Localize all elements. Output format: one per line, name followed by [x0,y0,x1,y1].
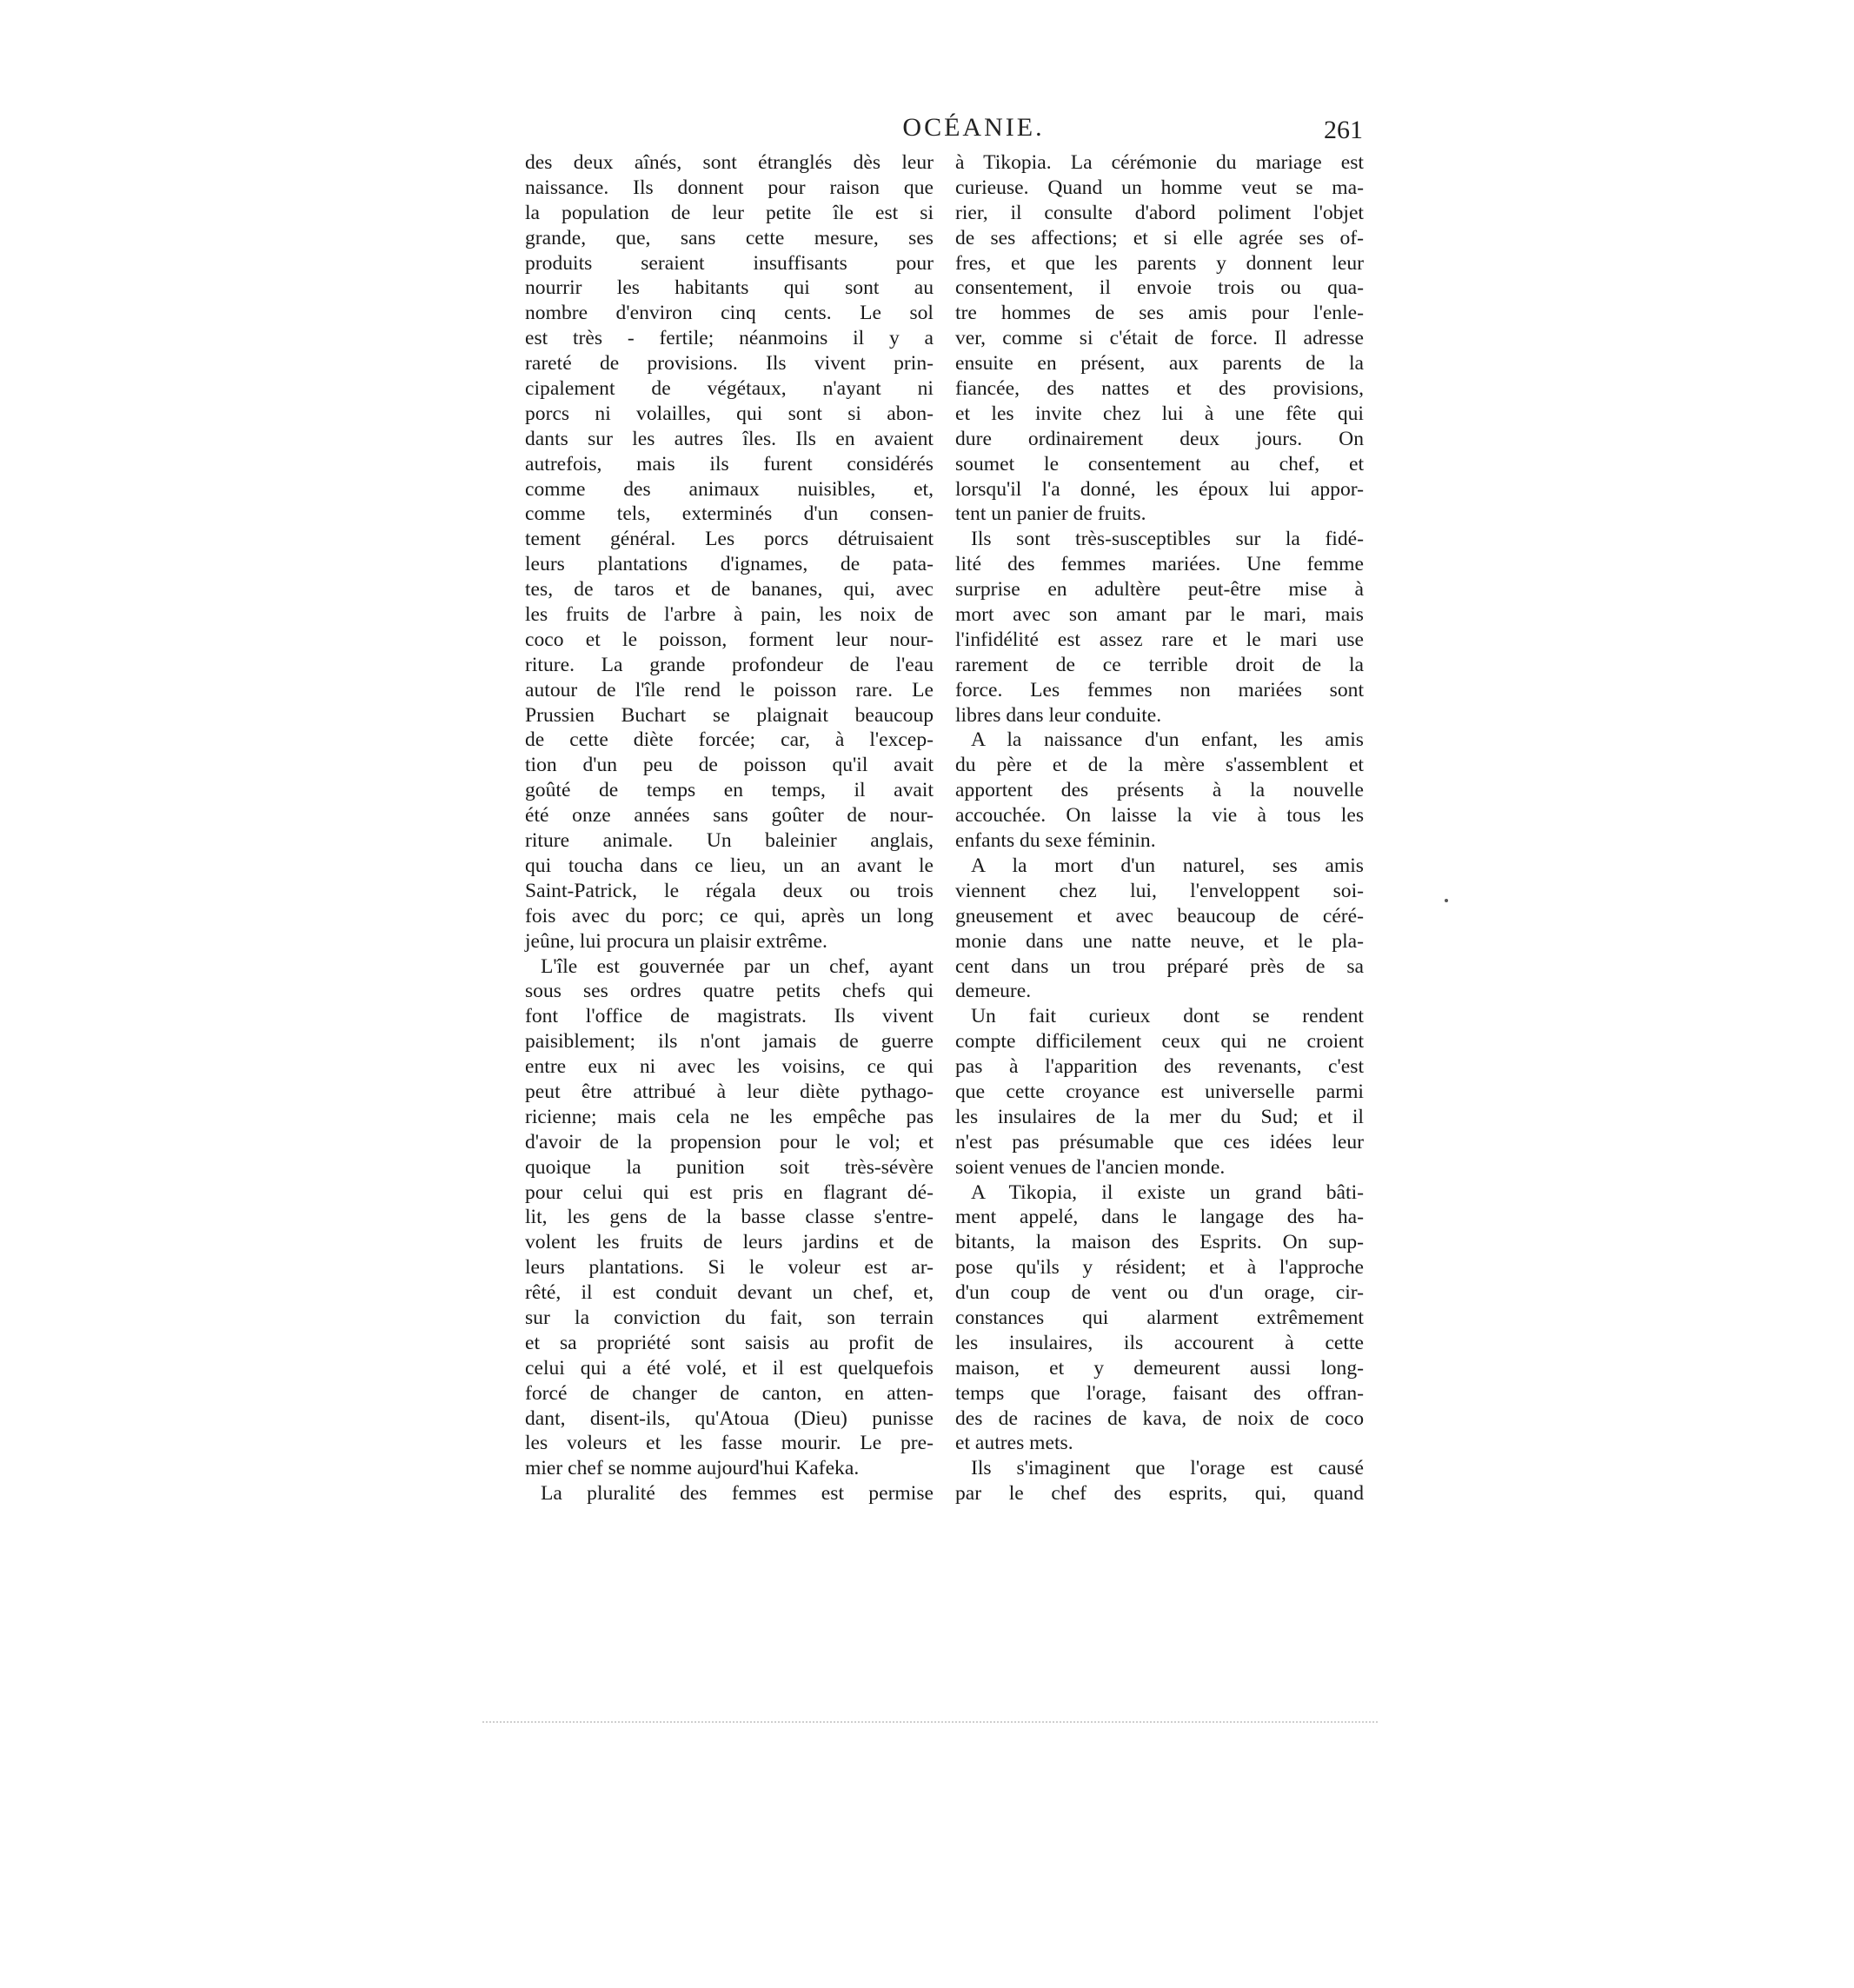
text-line: pas à l'apparition des revenants, c'est [955,1055,1364,1079]
text-line: A Tikopia, il existe un grand bâti- [971,1180,1364,1204]
scan-artifact-dotted-line [482,1721,1378,1725]
text-line: demeure. [955,980,1032,1003]
text-line: dure ordinairement deux jours. On [955,427,1364,450]
left-text-column [525,150,934,1506]
text-line: enfants du sexe féminin. [955,829,1156,853]
text-line: lité des femmes mariées. Une femme [955,553,1364,576]
text-line: des deux aînés, sont étranglés dès leur [525,151,934,174]
text-line: la population de leur petite île est si [525,201,934,224]
text-line: Saint-Patrick, le régala deux ou trois [525,879,934,902]
text-line: Prussien Buchart se plaignait beaucoup [525,703,934,727]
text-line: d'un coup de vent ou d'un orage, cir- [955,1281,1364,1305]
text-line: produits seraient insuffisants pour [525,251,934,275]
text-line: porcs ni volailles, qui sont si abon- [525,402,934,425]
text-line: apportent des présents à la nouvelle [955,779,1364,802]
text-line: riture. La grande profondeur de l'eau [525,653,934,676]
text-line: rarement de ce terrible droit de la [955,653,1364,676]
text-line: compte difficilement ceux qui ne croient [955,1030,1364,1054]
text-line: et autres mets. [955,1432,1073,1455]
text-line: comme tels, exterminés d'un consen- [525,502,934,526]
text-line: pose qu'ils y résident; et à l'approche [955,1256,1364,1280]
text-line: par le chef des esprits, qui, quand [955,1482,1364,1506]
text-line: qui toucha dans ce lieu, un an avant le [525,854,934,877]
text-line: entre eux ni avec les voisins, ce qui [525,1055,934,1079]
text-line: cipalement de végétaux, n'ayant ni [525,377,934,401]
text-line: forcé de changer de canton, en atten- [525,1381,934,1405]
text-line: fiancée, des nattes et des provisions, [955,377,1364,401]
text-line: peut être attribué à leur diète pythago- [525,1080,934,1103]
text-line: celui qui a été volé, et il est quelquefois [525,1356,934,1380]
text-line: lorsqu'il l'a donné, les époux lui appor- [955,477,1364,501]
text-line: autour de l'île rend le poisson rare. Le [525,678,934,701]
text-line: nourrir les habitants qui sont au [525,276,934,300]
text-line: libres dans leur conduite. [955,703,1162,727]
right-text-column [955,150,1364,1506]
text-line: les voleurs et les fasse mourir. Le pre- [525,1432,934,1455]
text-line: tion d'un peu de poisson qu'il avait [525,754,934,777]
scan-speck [1445,899,1448,902]
text-line: fois avec du porc; ce qui, après un long [525,904,934,928]
text-line: leurs plantations d'ignames, de pata- [525,553,934,576]
text-line: soumet le consentement au chef, et [955,452,1364,475]
text-line: rareté de provisions. Ils vivent prin- [525,352,934,376]
text-line: les insulaires de la mer du Sud; et il [955,1105,1364,1128]
text-line: leurs plantations. Si le voleur est ar- [525,1256,934,1280]
text-line: curieuse. Quand un homme veut se ma- [955,176,1364,199]
text-line: grande, que, sans cette mesure, ses [525,226,934,249]
text-line: coco et le poisson, forment leur nour- [525,628,934,651]
text-line: accouchée. On laisse la vie à tous les [955,804,1364,828]
text-line: de cette diète forcée; car, à l'excep- [525,728,934,752]
text-line: riture animale. Un baleinier anglais, [525,829,934,853]
text-line: ricienne; mais cela ne les empêche pas [525,1105,934,1128]
text-line: La pluralité des femmes est permise [541,1482,934,1506]
text-line: autrefois, mais ils furent considérés [525,452,934,475]
text-line: volent les fruits de leurs jardins et de [525,1231,934,1254]
text-line: L'île est gouvernée par un chef, ayant [541,954,934,978]
text-line: à Tikopia. La cérémonie du mariage est [955,151,1364,174]
text-line: bitants, la maison des Esprits. On sup- [955,1231,1364,1254]
text-line: mort avec son amant par le mari, mais [955,603,1364,627]
text-line: été onze années sans goûter de nour- [525,804,934,828]
running-header-title: OCÉANIE. [902,113,1045,142]
text-line: A la mort d'un naturel, ses amis [971,854,1364,877]
text-line: de ses affections; et si elle agrée ses of- [955,226,1364,249]
text-line: rier, il consulte d'abord poliment l'objet [955,201,1364,224]
text-line: sur la conviction du fait, son terrain [525,1306,934,1329]
text-line: n'est pas présumable que ces idées leur [955,1130,1364,1154]
text-line: Ils s'imaginent que l'orage est causé [971,1457,1364,1480]
text-line: sous ses ordres quatre petits chefs qui [525,980,934,1003]
text-line: l'infidélité est assez rare et le mari use [955,628,1364,651]
text-line: dant, disent-ils, qu'Atoua (Dieu) punisse [525,1406,934,1430]
text-line: viennent chez lui, l'enveloppent soi- [955,879,1364,902]
text-line: pour celui qui est pris en flagrant dé- [525,1180,934,1204]
text-line: quoique la punition soit très-sévère [525,1155,934,1179]
text-line: monie dans une natte neuve, et le pla- [955,929,1364,953]
text-line: ensuite en présent, aux parents de la [955,352,1364,376]
text-line: cent dans un trou préparé près de sa [955,954,1364,978]
text-line: ment appelé, dans le langage des ha- [955,1206,1364,1229]
text-line: tre hommes de ses amis pour l'enle- [955,302,1364,325]
text-line: tement général. Les porcs détruisaient [525,528,934,551]
text-line: du père et de la mère s'assemblent et [955,754,1364,777]
text-line: fres, et que les parents y donnent leur [955,251,1364,275]
text-line: force. Les femmes non mariées sont [955,678,1364,701]
text-line: A la naissance d'un enfant, les amis [971,728,1364,752]
text-line: Ils sont très-susceptibles sur la fidé- [971,528,1364,551]
text-line: tes, de taros et de bananes, qui, avec [525,578,934,602]
text-line: les insulaires, ils accourent à cette [955,1331,1364,1354]
text-line: dants sur les autres îles. Ils en avaient [525,427,934,450]
text-line: jeûne, lui procura un plaisir extrême. [525,929,827,953]
text-line: que cette croyance est universelle parmi [955,1080,1364,1103]
text-line: surprise en adultère peut-être mise à [955,578,1364,602]
text-line: des de racines de kava, de noix de coco [955,1406,1364,1430]
text-line: rêté, il est conduit devant un chef, et, [525,1281,934,1305]
text-line: d'avoir de la propension pour le vol; et [525,1130,934,1154]
page-number: 261 [1324,116,1363,144]
text-line: naissance. Ils donnent pour raison que [525,176,934,199]
text-line: lit, les gens de la basse classe s'entre- [525,1206,934,1229]
text-line: mier chef se nomme aujourd'hui Kafeka. [525,1457,860,1480]
text-line: font l'office de magistrats. Ils vivent [525,1005,934,1028]
text-line: les fruits de l'arbre à pain, les noix de [525,603,934,627]
text-line: comme des animaux nuisibles, et, [525,477,934,501]
text-line: et les invite chez lui à une fête qui [955,402,1364,425]
text-line: nombre d'environ cinq cents. Le sol [525,302,934,325]
text-line: soient venues de l'ancien monde. [955,1155,1226,1179]
text-line: gneusement et avec beaucoup de céré- [955,904,1364,928]
text-line: paisiblement; ils n'ont jamais de guerre [525,1030,934,1054]
text-line: et sa propriété sont saisis au profit de [525,1331,934,1354]
text-line: consentement, il envoie trois ou qua- [955,276,1364,300]
text-line: maison, et y demeurent aussi long- [955,1356,1364,1380]
text-line: est très - fertile; néanmoins il y a [525,327,934,350]
text-line: Un fait curieux dont se rendent [971,1005,1364,1028]
text-line: tent un panier de fruits. [955,502,1146,526]
text-line: ver, comme si c'était de force. Il adresse [955,327,1364,350]
text-line: temps que l'orage, faisant des offran- [955,1381,1364,1405]
text-line: constances qui alarment extrêmement [955,1306,1364,1329]
text-line: goûté de temps en temps, il avait [525,779,934,802]
